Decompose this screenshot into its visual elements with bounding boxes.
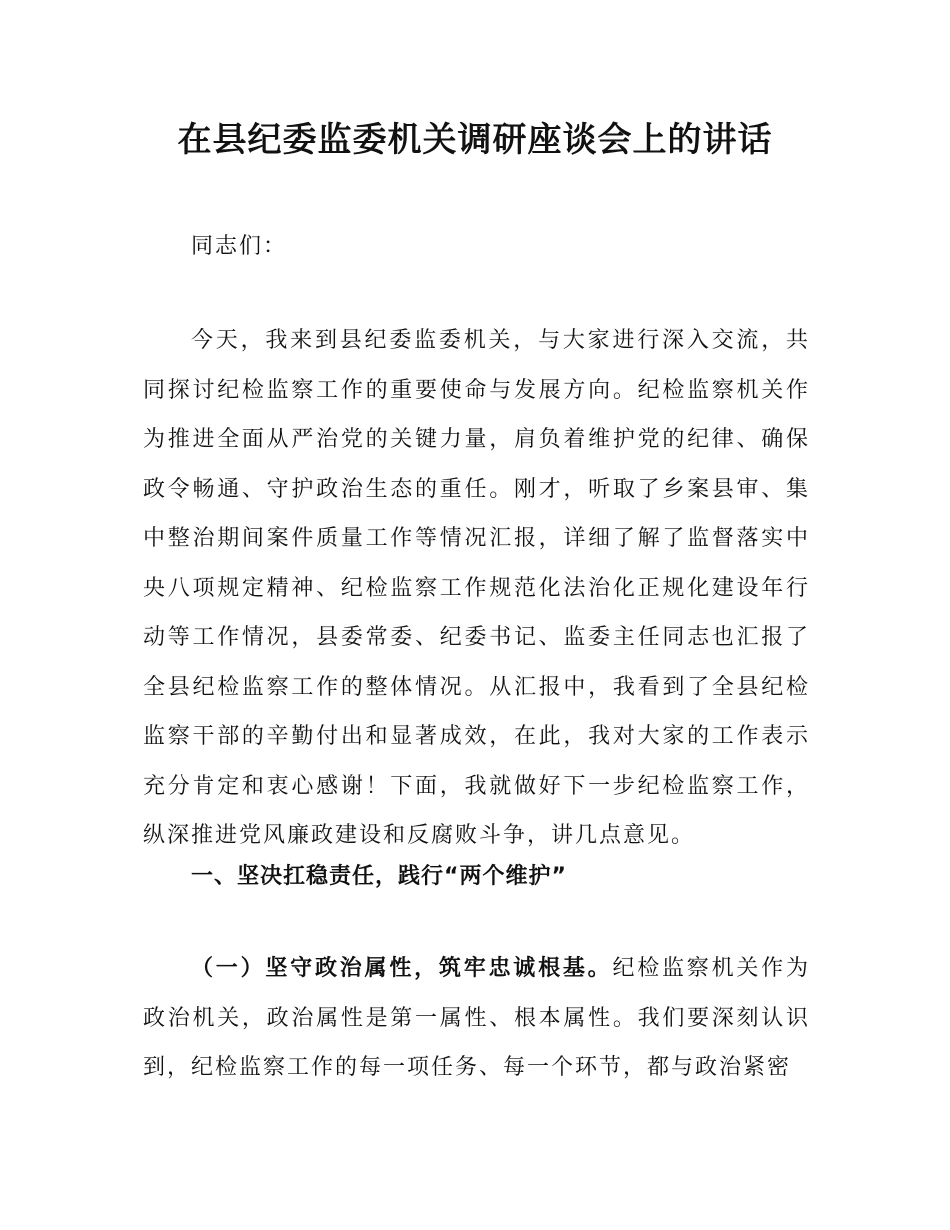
- salutation: 同志们：: [191, 234, 288, 259]
- document-title: 在县纪委监委机关调研座谈会上的讲话: [177, 120, 773, 160]
- section-heading-1: 一、坚决扛稳责任，践行“两个维护”: [191, 864, 567, 889]
- subsection-body: 纪检监察机关作为政治机关，政治属性是第一属性、根本属性。我们要深刻认识到，纪检监察工作的每一项任务、每一个环节，都与政治紧密: [143, 956, 810, 1080]
- subsection-paragraph-1: [143, 944, 810, 1093]
- subsection-lead: （一）坚守政治属性，筑牢忠诚根基。: [191, 956, 613, 981]
- opening-paragraph: 今天，我来到县纪委监委机关，与大家进行深入交流，共同探讨纪检监察工作的重要使命与发展方向。纪检监察机关作为推进全面从严治党的关键力量，肩负着维护党的纪律、确保政令畅通、守护政治生态的重任。刚才，听取了乡案县审、集中整治期间案件质量工作等情况汇报，详细了解了监督落实中央八项规定精神、纪检监察工作规范化法治化正规化建设年行动等工作情况，县委常委、纪委书记、监委主任同志也汇报了全县纪检监察工作的整体情况。从汇报中，我看到了全县纪检监察干部的辛勤付出和显著成效，在此，我对大家的工作表示充分肯定和衷心感谢！下面，我就做好下一步纪检监察工作，纵深推进党风廉政建设和反腐败斗争，讲几点意见。: [143, 328, 810, 848]
